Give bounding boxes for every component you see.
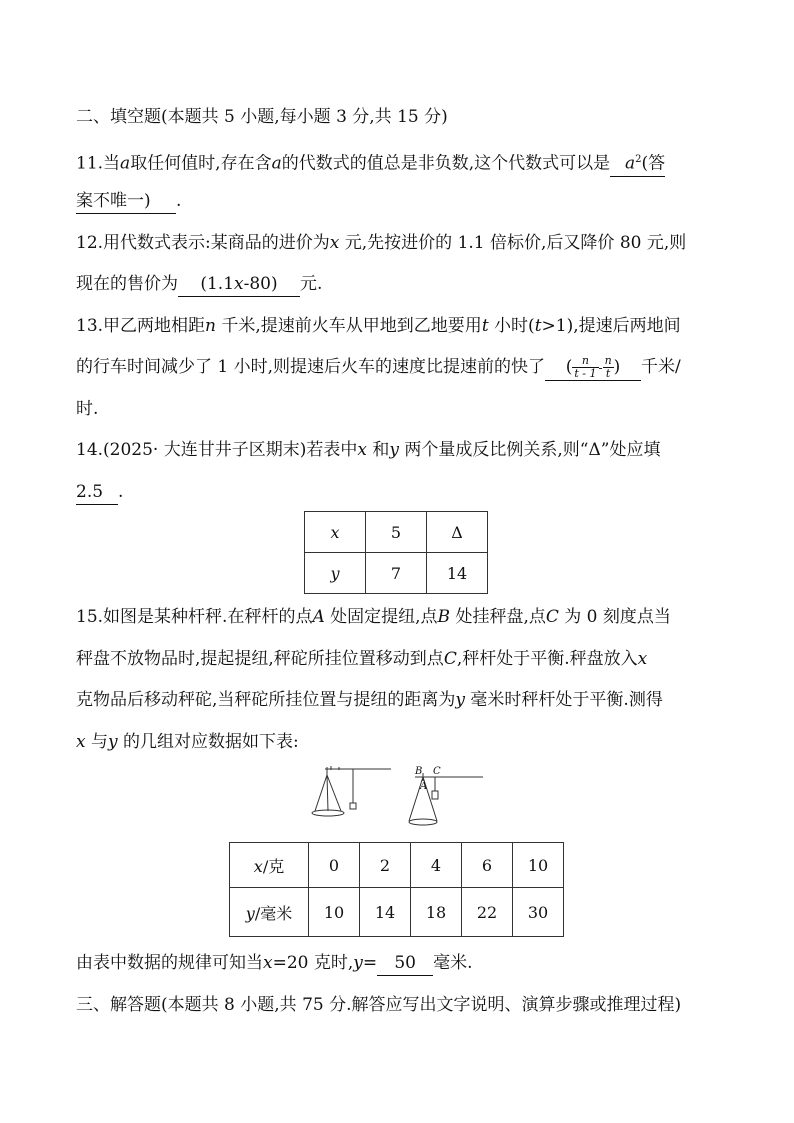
table-row: y/毫米 10 14 18 22 30: [230, 888, 564, 937]
question-14-line-2: 2.5 .: [76, 480, 123, 505]
fraction-n-over-t-minus-1: $\frac{n}{t - 1}$: [574, 354, 597, 380]
question-15-answer: 50: [377, 951, 433, 976]
question-15-table: [229, 842, 564, 937]
steelyard-left-drawing: [312, 766, 391, 816]
figure-label-c: C: [433, 766, 441, 777]
question-14-line-1: 14.(2025· 大连甘井子区期末)若表中x 和y 两个量成反比例关系,则“Δ”处应填: [76, 440, 661, 460]
steelyard-figure: [305, 763, 495, 833]
section-3-title: 三、解答题(本题共 8 小题,共 75 分.解答应写出文字说明、演算步骤或推理过程): [76, 995, 682, 1015]
question-13-line-2: 的行车时间减少了 1 小时,则提速后火车的速度比提速前的快了 ( $\frac{n}{t - 1}$ - $\frac{n}{t}$ ) 千米/: [76, 354, 681, 380]
question-11-answer-cont: 案不唯一): [76, 189, 176, 214]
question-11-line-2: 案不唯一) .: [76, 189, 181, 214]
fraction-n-over-t: $\frac{n}{t}$: [604, 354, 612, 380]
figure-label-a: A: [420, 781, 428, 792]
table-row: y 7 14: [305, 553, 488, 594]
table-row: x 5 Δ: [305, 512, 488, 553]
question-12-answer: (1.1x-80): [178, 272, 300, 297]
question-15-line-2: 秤盘不放物品时,提起提纽,秤砣所挂位置移动到点C,秤杆处于平衡.秤盘放入x: [76, 649, 648, 669]
question-12-line-1: 12.用代数式表示:某商品的进价为x 元,先按进价的 1.1 倍标价,后又降价 80 元,则: [76, 233, 687, 253]
question-12-line-2: 现在的售价为 (1.1x-80) 元.: [76, 272, 322, 297]
question-14-table: [304, 511, 488, 594]
question-13-answer: ( $\frac{n}{t - 1}$ - $\frac{n}{t}$ ): [545, 355, 641, 381]
question-13-line-3: 时.: [76, 399, 99, 419]
question-15-line-4: x 与y 的几组对应数据如下表:: [76, 732, 299, 752]
question-15-line-3: 克物品后移动秤砣,当秤砣所挂位置与提纽的距离为y 毫米时秤杆处于平衡.测得: [76, 690, 663, 710]
table-row: x/克 0 2 4 6 10: [230, 843, 564, 888]
question-14-answer: 2.5: [76, 480, 118, 505]
question-15-line-1: 15.如图是某种杆秤.在秤杆的点A 处固定提纽,点B 处挂秤盘,点C 为 0 刻度点当: [76, 607, 671, 627]
section-2-title: 二、填空题(本题共 5 小题,每小题 3 分,共 15 分): [76, 107, 448, 127]
table-header-x: x/克: [230, 843, 309, 888]
question-15-last-line: 由表中数据的规律可知当x=20 克时,y= 50 毫米.: [76, 951, 473, 976]
table-header-y: y/毫米: [230, 888, 309, 937]
question-11-line-1: 11.当a取任何值时,存在含a的代数式的值总是非负数,这个代数式可以是 $a^2$(答: [76, 148, 665, 177]
figure-label-b: B: [415, 766, 423, 777]
question-11-answer-blank: $a^2$(答: [610, 148, 665, 177]
question-13-line-1: 13.甲乙两地相距n 千米,提速前火车从甲地到乙地要用t 小时(t>1),提速后两地间: [76, 316, 681, 336]
